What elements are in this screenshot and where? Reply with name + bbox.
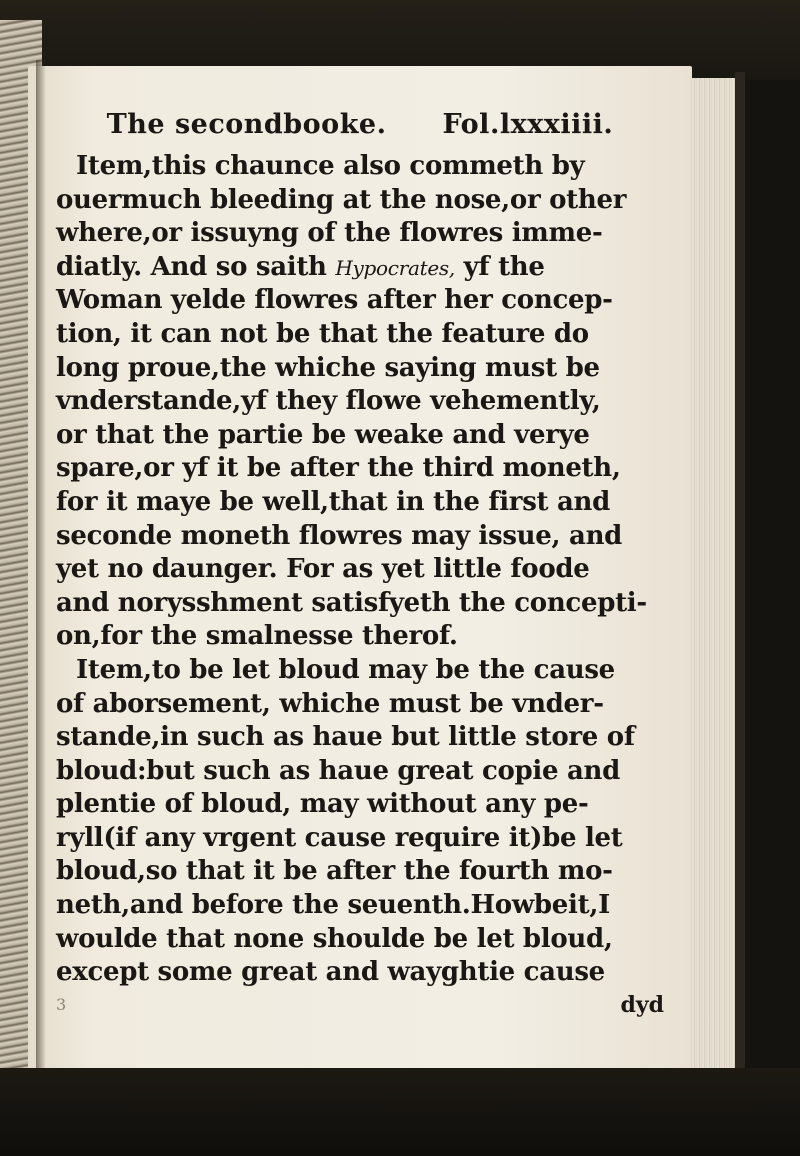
book-cover-edge (735, 72, 745, 1068)
text-line: of aborsement, whiche must be vnder- (56, 688, 604, 719)
text-line: tion, it can not be that the feature do (56, 318, 589, 349)
catchword-line (56, 990, 664, 1020)
text-line: or that the partie be weake and verye (56, 419, 590, 450)
latin-reference: Hypocrates, (335, 255, 455, 280)
text-line-end: yf the (454, 251, 545, 282)
page-text (56, 104, 664, 1020)
background-bottom (0, 1068, 800, 1156)
text-line: and norysshment satisfyeth the concepti- (56, 587, 647, 618)
text-line: Woman yelde flowres after her concep- (56, 285, 613, 316)
text-line: plentie of bloud, may without any pe- (56, 789, 589, 820)
text-line: bloud:but such as haue great copie and (56, 755, 621, 786)
text-line: ryll(if any vrgent cause require it)be let (56, 822, 623, 853)
text-line: woulde that none shoulde be let bloud, (56, 923, 613, 954)
text-line: Item,to be let bloud may be the cause (76, 654, 615, 685)
folio-number: Fol.lxxxiiii. (442, 109, 614, 140)
text-line: vnderstande,yf they flowe vehemently, (56, 386, 601, 417)
text-line: yet no daunger. For as yet little foode (56, 554, 590, 585)
catchword: dyd (620, 991, 664, 1018)
text-line: ouermuch bleeding at the nose,or other (56, 184, 627, 215)
text-line: spare,or yf it be after the third moneth, (56, 453, 621, 484)
text-line: for it maye be well,that in the first and (56, 486, 611, 517)
text-line: where,or issuyng of the flowres imme- (56, 218, 603, 249)
text-line: except some great and wayghtie cause (56, 957, 605, 988)
text-line (56, 251, 664, 285)
running-title: The secondbooke. (106, 109, 387, 140)
gutter-shadow (36, 60, 46, 1070)
bottom-fragment: 3 (56, 994, 67, 1014)
text-line: on,for the smalnesse therof. (56, 621, 458, 652)
text-line: seconde moneth flowres may issue, and (56, 520, 623, 551)
running-header (56, 104, 664, 146)
text-line: bloud,so that it be after the fourth mo- (56, 856, 613, 887)
text-line: Item,this chaunce also commeth by (76, 151, 585, 181)
text-line-start: diatly. And so saith (56, 251, 327, 282)
text-line: long proue,the whiche saying must be (56, 352, 600, 383)
text-line: neth,and before the seuenth.Howbeit,I (56, 890, 610, 921)
text-line: stande,in such as haue but little store of (56, 722, 635, 753)
